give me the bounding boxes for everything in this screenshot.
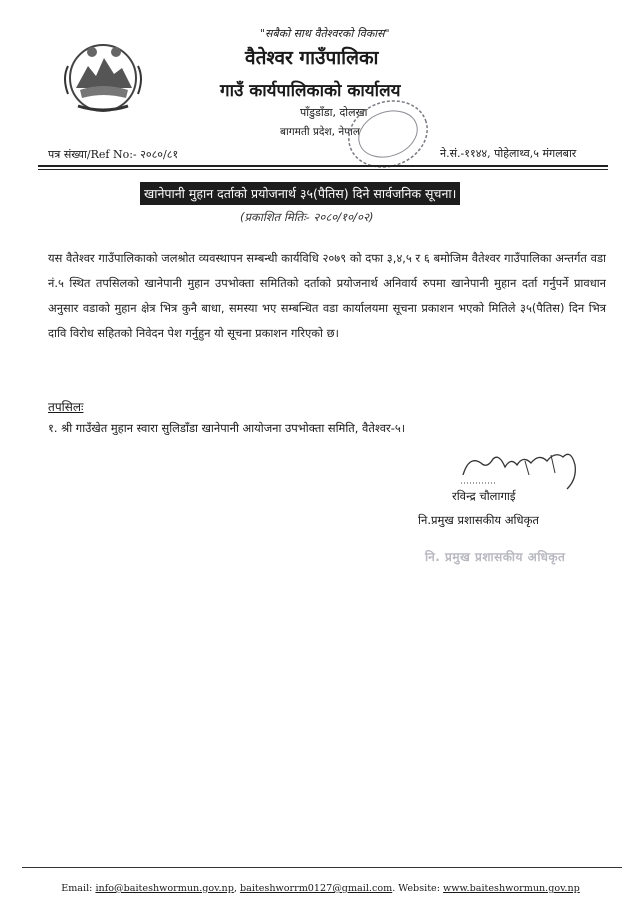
signatory-title: नि.प्रमुख प्रशासकीय अधिकृत (418, 513, 539, 527)
nepal-emblem-icon (58, 38, 148, 118)
footer-contact (0, 883, 641, 894)
email-label: Email: (61, 883, 93, 894)
header-divider (38, 165, 608, 167)
designation-stamp: नि. प्रमुख प्रशासकीय अधिकृत (425, 550, 566, 564)
reference-number: पत्र संख्या/Ref No:- २०८०/८१ (48, 148, 179, 161)
signatory-name: रविन्द्र चौलागाई (452, 489, 516, 503)
motto: "सबैको साथ वैतेश्वरको विकास" (260, 27, 390, 40)
signature-image (455, 445, 590, 495)
address-line-1: पाँडुडाँडा, दोलखा (300, 106, 368, 119)
email-link-2[interactable]: baiteshworrm0127@gmail.com (239, 883, 393, 894)
schedule-heading: तपसिलः (48, 400, 84, 414)
footer-divider (22, 867, 622, 868)
address-line-2: बागमती प्रदेश, नेपाल (280, 126, 360, 138)
website-link[interactable]: www.baiteshwormun.gov.np (443, 883, 580, 894)
published-date: (प्रकाशित मितिः- २०८०/१०/०२) (240, 210, 374, 224)
email-separator: , (233, 883, 237, 894)
letter-date: ने.सं.-११४४, पोहेलाथ्व,५ मंगलबार (440, 147, 577, 160)
schedule-item: १. श्री गाउँखेत मुहान स्वारा सुलिडाँडा खानेपानी आयोजना उपभोक्ता समिति, वैतेश्वर-५। (48, 421, 406, 435)
email-link-1[interactable]: info@baiteshwormun.gov.np (95, 883, 234, 894)
notice-body: यस वैतेश्वर गाउँपालिकाको जलश्रोत व्यवस्थापन सम्बन्धी कार्यविधि २०७९ को दफा ३,४,५ र ६ बमोजिम वैतेश्वर गाउँपालिका अन्तर्गत वडा नं.५ स्थित तपसिलको खानेपानी मुहान उपभोक्ता समितिको दर्ताको प्रयोजनार्थ अनिवार्य रुपमा खानेपानी मुहान दर्ता गर्नुपर्ने प्रावधान अनुसार वडाको मुहान क्षेत्र भित्र कुनै बाधा, समस्या भए सम्बन्धित वडा कार्यालयमा सूचना प्रकाशन भएको मितिले ३५(पैतिस) दिन भित्र दावि विरोध सहितको निवेदन पेश गर्नुहुन यो सूचना प्रकाशन गरिएको छ। (48, 251, 606, 340)
notice-title: खानेपानी मुहान दर्ताको प्रयोजनार्थ ३५(पैतिस) दिने सार्वजनिक सूचना। (140, 182, 460, 205)
municipality-name: वैतेश्वर गाउँपालिका (245, 47, 379, 69)
header-divider-thin (38, 169, 608, 170)
office-name: गाउँ कार्यपालिकाको कार्यालय (220, 81, 401, 101)
website-label: . Website: (392, 883, 440, 894)
